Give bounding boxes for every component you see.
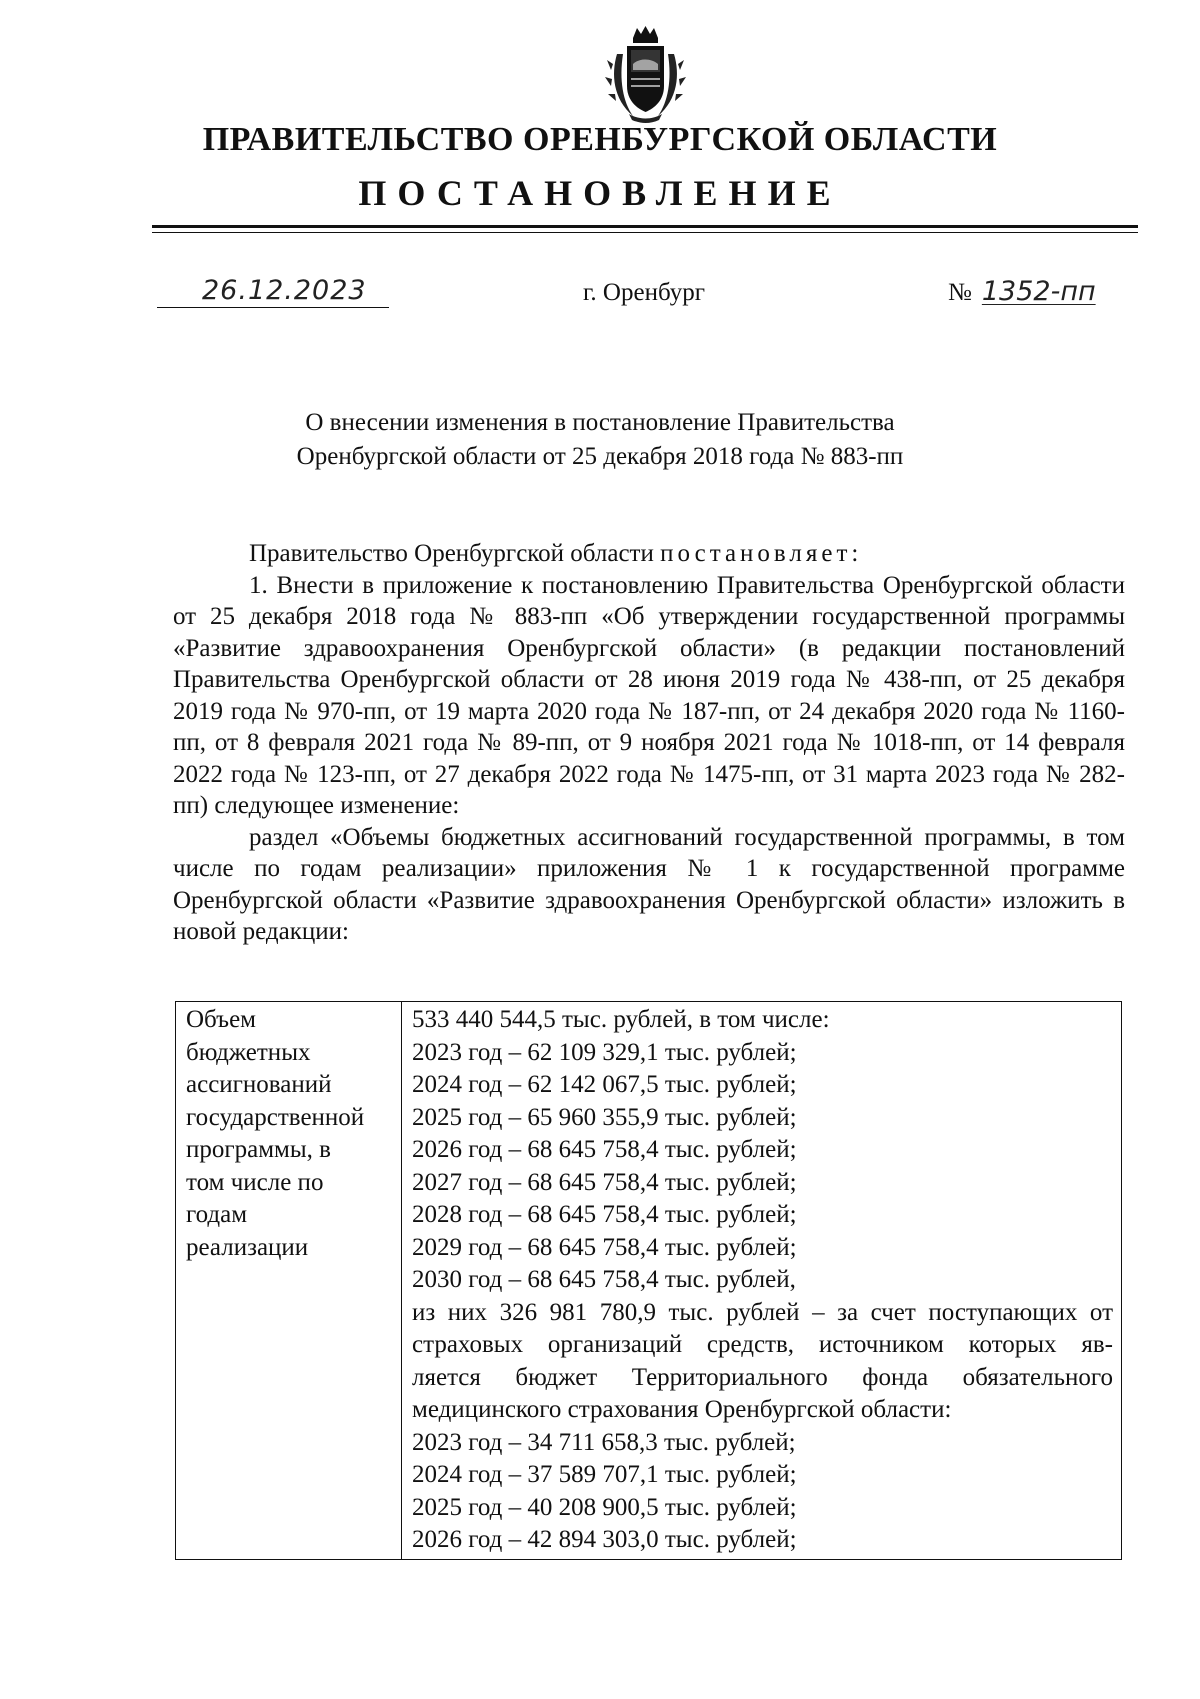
- decree-intro: [173, 538, 1125, 570]
- year-amount: 2026 год – 68 645 758,4 тыс. рублей;: [412, 1136, 797, 1163]
- total-amount: 533 440 544,5 тыс. рублей, в том числе:: [412, 1006, 830, 1033]
- year-amount: 2027 год – 68 645 758,4 тыс. рублей;: [412, 1168, 797, 1196]
- subject-line: Оренбургской области от 25 декабря 2018 года № 883-пп: [296, 443, 904, 470]
- document-number: [948, 276, 1096, 307]
- label-line: Объем: [186, 1006, 256, 1033]
- subject-line: О внесении изменения в постановление Правительства: [305, 409, 895, 436]
- document-city: г. Оренбург: [583, 279, 705, 306]
- intro-decree-word: постановляет:: [660, 540, 863, 567]
- label-line: том числе по: [186, 1168, 324, 1196]
- insurance-text-line: из них 326 981 780,9 тыс. рублей – за счет поступающих от: [412, 1298, 1113, 1326]
- label-line: реализации: [186, 1233, 309, 1261]
- year-amount: 2025 год – 65 960 355,9 тыс. рублей;: [412, 1103, 797, 1131]
- budget-table: [175, 1001, 1122, 1560]
- insurance-year-amount: 2026 год – 42 894 303,0 тыс. рублей;: [412, 1526, 797, 1553]
- insurance-text-line: медицинского страхования Оренбургской области:: [412, 1396, 952, 1423]
- paragraph-2: раздел «Объемы бюджетных ассигнований государственной программы, в том числе по годам реализации» приложения № 1 к государственной программе Оренбургской области «Развитие здравоохранения Оренбургской области» изложить в новой редакции:: [173, 823, 1125, 945]
- label-line: программы, в: [186, 1136, 331, 1163]
- document-type-title: ПОСТАНОВЛЕНИЕ: [358, 173, 842, 213]
- document-subject: [0, 406, 1200, 474]
- header-rule-thick: [152, 225, 1138, 228]
- insurance-text-line: страховых организаций средств, источником которых яв-: [412, 1331, 1113, 1358]
- table-row: [176, 1002, 1122, 1560]
- year-amount: 2023 год – 62 109 329,1 тыс. рублей;: [412, 1038, 797, 1066]
- government-title: ПРАВИТЕЛЬСТВО ОРЕНБУРГСКОЙ ОБЛАСТИ: [202, 121, 998, 158]
- document-number-value: 1352-пп: [981, 276, 1096, 307]
- insurance-year-amount: 2023 год – 34 711 658,3 тыс. рублей;: [412, 1428, 796, 1456]
- insurance-year-amount: 2025 год – 40 208 900,5 тыс. рублей;: [412, 1493, 797, 1521]
- label-line: ассигнований: [186, 1071, 332, 1098]
- label-cell: [176, 1002, 402, 1560]
- label-line: бюджетных: [186, 1038, 311, 1066]
- label-line: государственной: [186, 1103, 365, 1131]
- insurance-year-amount: 2024 год – 37 589 707,1 тыс. рублей;: [412, 1461, 797, 1488]
- year-amount: 2028 год – 68 645 758,4 тыс. рублей;: [412, 1201, 797, 1228]
- intro-lead: Правительство Оренбургской области: [249, 540, 661, 567]
- coat-of-arms-emblem: [603, 24, 688, 124]
- insurance-text-line: ляется бюджет Территориального фонда обязательного: [412, 1363, 1113, 1391]
- date-underline: [157, 307, 389, 308]
- decree-body: [173, 538, 1125, 948]
- document-date: 26.12.2023: [202, 275, 367, 306]
- number-sign: №: [948, 279, 972, 306]
- year-amount: 2024 год – 62 142 067,5 тыс. рублей;: [412, 1071, 797, 1098]
- label-line: годам: [186, 1201, 248, 1228]
- value-cell: [402, 1002, 1122, 1560]
- year-amount: 2029 год – 68 645 758,4 тыс. рублей;: [412, 1233, 797, 1261]
- paragraph-1: 1. Внести в приложение к постановлению Правительства Оренбургской области от 25 декабря 2018 года № 883-пп «Об утверждении государственной программы «Развитие здравоохранения Оренбургской области» (в редакции постановлений Правительства Оренбургской области от 28 июня 2019 года № 438-пп, от 25 декабря 2019 года № 970-пп, от 19 марта 2020 года № 187-пп, от 24 декабря 2020 года № 1160-пп, от 8 февраля 2021 года № 89-пп, от 9 ноября 2021 года № 1018-пп, от 14 февраля 2022 года № 123-пп, от 27 декабря 2022 года № 1475-пп, от 31 марта 2023 года № 282-пп) следующее изменение:: [173, 571, 1125, 819]
- header-rule-thin: [152, 232, 1138, 233]
- year-amount: 2030 год – 68 645 758,4 тыс. рублей,: [412, 1266, 796, 1293]
